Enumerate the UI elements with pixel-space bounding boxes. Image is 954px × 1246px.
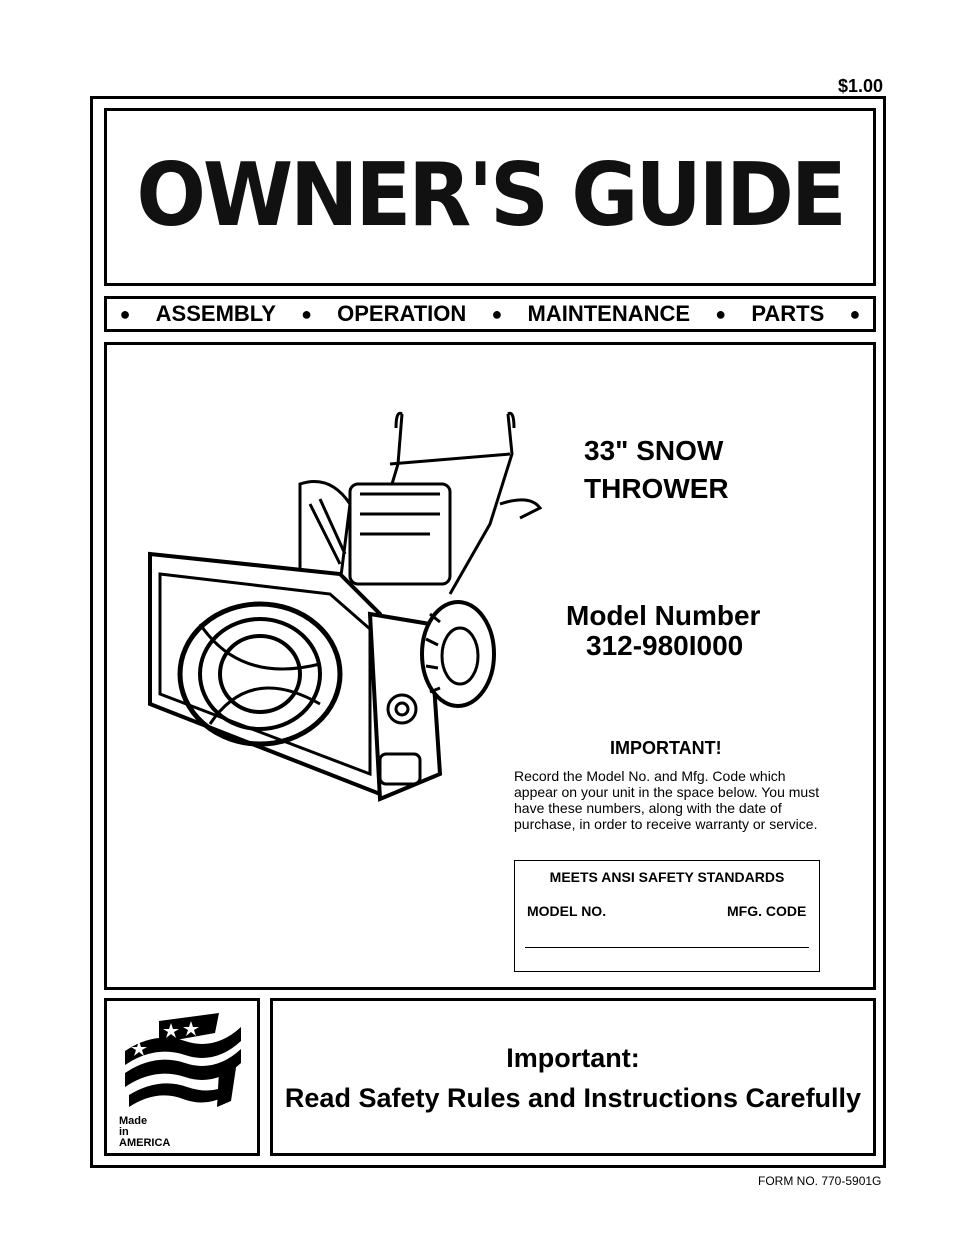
safety-heading: Important: xyxy=(506,1043,640,1073)
bullet-icon: ● xyxy=(849,303,861,324)
sections-band xyxy=(104,296,876,332)
country-word: AMERICA xyxy=(119,1137,171,1149)
important-heading: IMPORTANT! xyxy=(610,738,722,758)
product-size: 33" SNOW xyxy=(584,435,724,466)
title-box xyxy=(104,108,876,286)
made-in-label xyxy=(119,1116,170,1149)
product-name xyxy=(584,432,729,508)
snow-thrower-illustration xyxy=(140,404,560,804)
flag-icon xyxy=(119,1011,247,1121)
price-label: $1.00 xyxy=(838,76,884,96)
ansi-record-box xyxy=(514,860,820,972)
important-text: Record the Model No. and Mfg. Code which appear on your unit in the space below. You must have these numbers, along with the date of purchase, in order to receive warranty or service. xyxy=(514,768,820,832)
bullet-icon: ● xyxy=(301,303,312,324)
product-type: THROWER xyxy=(584,473,729,504)
made-word: Made xyxy=(119,1115,148,1127)
section-operation: OPERATION xyxy=(337,301,467,326)
record-line xyxy=(525,947,809,948)
page-title: OWNER'S GUIDE xyxy=(136,145,844,247)
section-parts: PARTS xyxy=(751,301,825,326)
model-number: 312-980I000 xyxy=(586,630,744,661)
bullet-icon: ● xyxy=(715,303,727,324)
safety-instruction: Read Safety Rules and Instructions Carefully xyxy=(284,1083,862,1113)
safety-notice-box xyxy=(270,998,876,1156)
in-word: in xyxy=(119,1126,129,1138)
ansi-title: MEETS ANSI SAFETY STANDARDS xyxy=(549,869,785,885)
form-number: FORM NO. 770-5901G xyxy=(758,1174,882,1188)
section-maintenance: MAINTENANCE xyxy=(527,301,691,326)
made-in-america-box xyxy=(104,998,260,1156)
bullet-icon: ● xyxy=(491,303,503,324)
bullet-icon: ● xyxy=(119,303,131,324)
section-assembly: ASSEMBLY xyxy=(155,301,276,326)
model-number-label: Model Number xyxy=(566,600,761,631)
model-no-label: MODEL NO. xyxy=(527,903,607,919)
mfg-code-label: MFG. CODE xyxy=(727,903,807,919)
